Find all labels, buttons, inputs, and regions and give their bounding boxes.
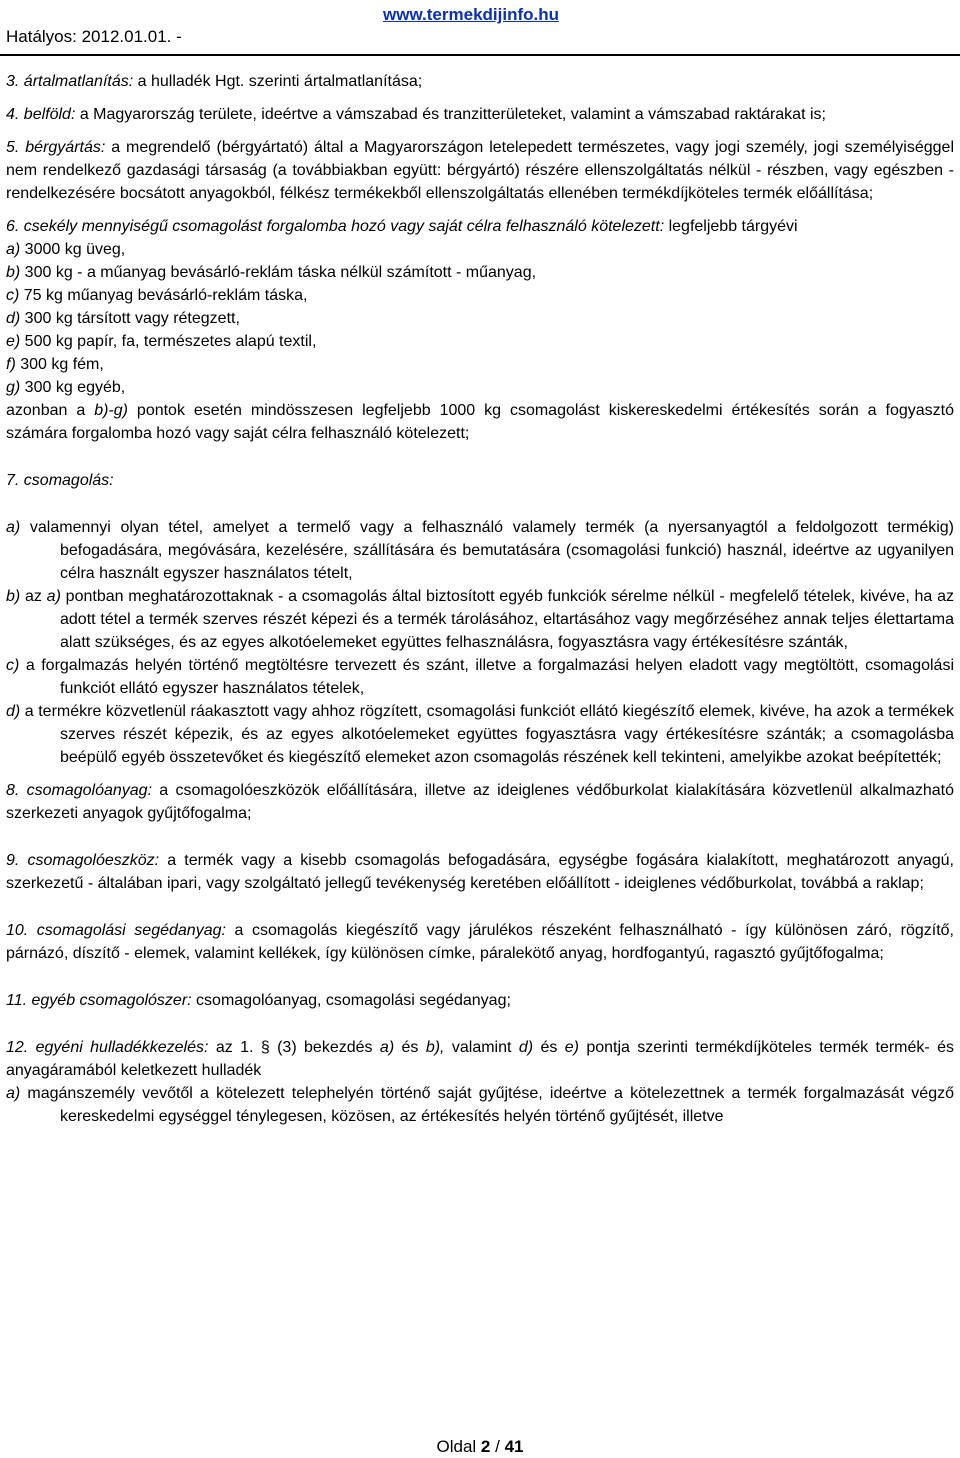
term-label: 8. csomagolóanyag: bbox=[6, 782, 153, 799]
list-item: a) magánszemély vevőtől a kötelezett telephelyén történő saját gyűjtése, ideértve a kötelezettnek a termék forgalmazását végző kereskedelmi egységgel ténylegesen, közösen, az értékesítés helyén történő gyűjtését, illetve bbox=[6, 1085, 954, 1125]
header-divider bbox=[0, 54, 960, 56]
term-label: 11. egyéb csomagolószer: bbox=[6, 992, 192, 1009]
list-item: b) 300 kg - a műanyag bevásárló-reklám táska nélkül számított - műanyag, bbox=[6, 264, 537, 281]
paragraph-6: 6. csekély mennyiségű csomagolást forgalomba hozó vagy saját célra felhasználó kötelezett: legfeljebb tárgyévi bbox=[6, 218, 798, 235]
paragraph-4: 4. belföld: a Magyarország területe, ideértve a vámszabad és tranzitterületeket, valamint a vámszabad raktárakat is; bbox=[6, 106, 826, 123]
site-link[interactable]: www.termekdijinfo.hu bbox=[383, 5, 559, 24]
term-label: 12. egyéni hulladékkezelés: bbox=[6, 1039, 209, 1056]
paragraph-9: 9. csomagolóeszköz: a termék vagy a kisebb csomagolás befogadására, egységbe fogására kialakított, meghatározott anyagú, szerkezetű - általában ipari, vagy szolgáltató jellegű tevékenység keretében előállított - ideiglenes védőburkolat, továbbá a raklap; bbox=[6, 852, 955, 892]
term-label: 7. csomagolás: bbox=[6, 472, 114, 489]
paragraph-8: 8. csomagolóanyag: a csomagolóeszközök előállítására, illetve az ideiglenes védőburkolat kialakítására közvetlenül alkalmazható szerkezeti anyagok gyűjtőfogalma; bbox=[6, 782, 954, 822]
list-item: a) 3000 kg üveg, bbox=[6, 241, 126, 258]
paragraph-6-tail: azonban a b)-g) pontok esetén mindösszesen legfeljebb 1000 kg csomagolást kiskereskedelmi értékesítés során a fogyasztó számára forgalomba hozó vagy saját célra felhasználó kötelezett; bbox=[6, 402, 954, 442]
effective-date: Hatályos: 2012.01.01. - bbox=[6, 27, 182, 46]
term-label: 10. csomagolási segédanyag: bbox=[6, 922, 226, 939]
document-body bbox=[6, 70, 954, 1128]
list-item: e) 500 kg papír, fa, természetes alapú textil, bbox=[6, 333, 317, 350]
list-item: d) a termékre közvetlenül ráakasztott vagy ahhoz rögzített, csomagolási funkciót ellátó kiegészítő elemek, kivéve, ha azok a termékek szerves részét képezik, és az egyes alkotóelemeket együttes fogyasztásra vagy értékesítésre szánták; a csomagolásba beépülő egyéb összetevőket és kiegészítő elemeket azon csomagolás részének kell tekinteni, amelyikbe azokat beépítették; bbox=[6, 703, 954, 766]
paragraph-7 bbox=[6, 469, 954, 492]
list-item: a) valamennyi olyan tétel, amelyet a termelő vagy a felhasználó valamely termék (a nyersanyagtól a feldolgozott termékig) befogadására, megóvására, kezelésére, szállítására és bemutatására (csomagolási funkció) használ, ideértve az ugyanilyen célra használt egyszer használatos tételt, bbox=[6, 519, 954, 582]
list-item: f) 300 kg fém, bbox=[6, 356, 104, 373]
paragraph-11: 11. egyéb csomagolószer: csomagolóanyag, csomagolási segédanyag; bbox=[6, 992, 511, 1009]
term-label: 6. csekély mennyiségű csomagolást forgalomba hozó vagy saját célra felhasználó kötelezett: bbox=[6, 218, 665, 235]
list-item: c) 75 kg műanyag bevásárló-reklám táska, bbox=[6, 287, 308, 304]
term-label: 5. bérgyártás: bbox=[6, 139, 106, 156]
page-number: Oldal 2 / 41 bbox=[436, 1437, 524, 1456]
list-item: c) a forgalmazás helyén történő megtöltésre tervezett és szánt, illetve a forgalmazási helyen eladott vagy megtöltött, csomagolási funkciót ellátó egyszer használatos tételek, bbox=[6, 657, 954, 697]
paragraph-3: 3. ártalmatlanítás: a hulladék Hgt. szerinti ártalmatlanítása; bbox=[6, 73, 423, 90]
list-item: d) 300 kg társított vagy rétegzett, bbox=[6, 310, 240, 327]
paragraph-5: 5. bérgyártás: a megrendelő (bérgyártató) által a Magyarországon letelepedett természetes, vagy jogi személy, jogi személyiséggel nem rendelkező gazdasági társaság (a továbbiakban együtt: bérgyártó) részére ellenszolgáltatás nélkül - részben, vagy egészben - rendelkezésére bocsátott anyagokból, félkész termékekből ellenszolgáltatás ellenében termékdíjköteles termék előállítása; bbox=[6, 139, 955, 202]
term-label: 3. ártalmatlanítás: bbox=[6, 73, 134, 90]
paragraph-12: 12. egyéni hulladékkezelés: az 1. § (3) bekezdés a) és b), valamint d) és e) pontja szerinti termékdíjköteles termék termék- és anyagáramából keletkezett hulladék bbox=[6, 1039, 955, 1079]
list-item: b) az a) pontban meghatározottaknak - a csomagolás által biztosított egyéb funkciók sérelme nélkül - megfelelő tételek, kivéve, ha az adott tétel a termék szerves részét képezi és a termék tárolásához, eltartásához vagy megőrzéséhez annak teljes élettartama alatt szükséges, és az egyes alkotóelemeket együttes felhasználásra, fogyasztásra vagy értékesítésre szánták, bbox=[6, 588, 954, 651]
term-label: 9. csomagolóeszköz: bbox=[6, 852, 160, 869]
term-label: 4. belföld: bbox=[6, 106, 76, 123]
paragraph-10: 10. csomagolási segédanyag: a csomagolás kiegészítő vagy járulékos részeként felhasználható - így különösen záró, rögzítő, párnázó, díszítő - elemek, valamint kellékek, így különösen címke, páralekötő anyag, hordfogantyú, ragasztó gyűjtőfogalma; bbox=[6, 922, 954, 962]
list-item: g) 300 kg egyéb, bbox=[6, 379, 126, 396]
